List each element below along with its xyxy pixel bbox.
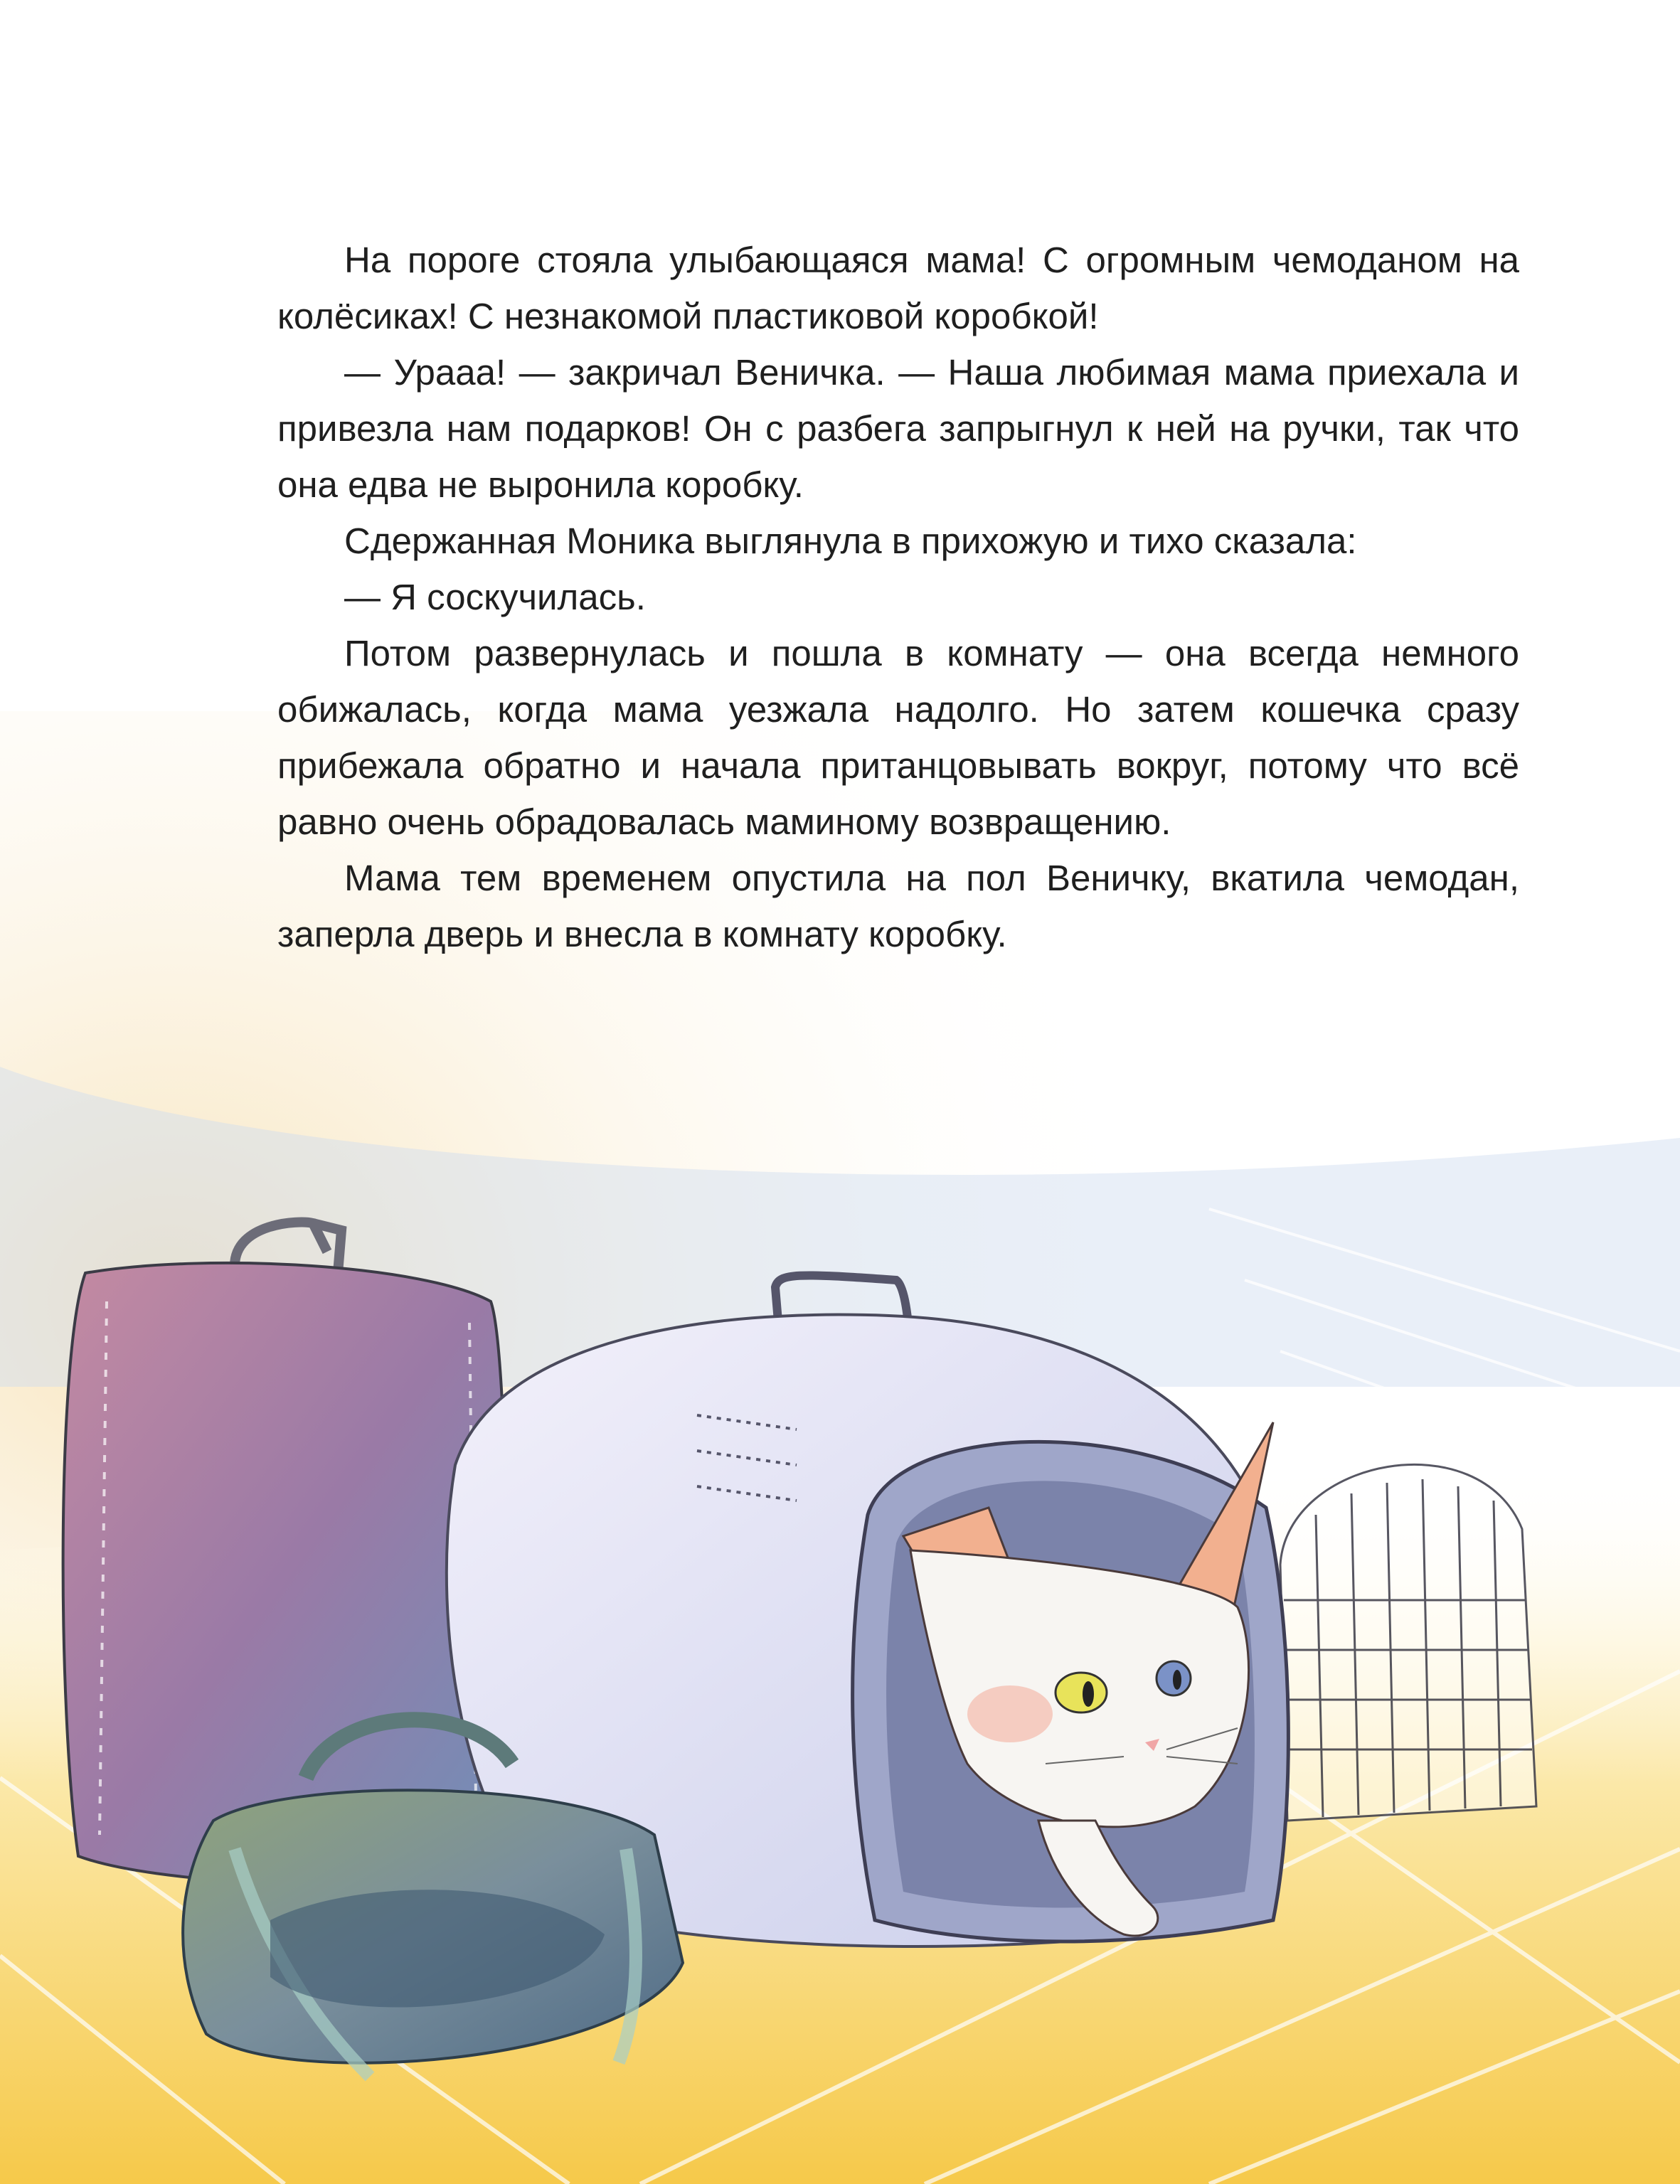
paragraph: Мама тем временем опустила на пол Веничку, вкатила чемодан, заперла дверь и внесла в комнату коробку. — [277, 858, 1519, 954]
cat-cheek — [967, 1685, 1053, 1742]
paragraph: Потом развернулась и пошла в комнату — она всегда немного обижалась, когда мама уезжала надолго. Но затем кошечка сразу прибежала обратно и начала пританцовывать вокруг, потому что всё равно очень обрадовалась маминому возвращению. — [277, 633, 1519, 842]
paragraph: — Урааа! — закричал Веничка. — Наша любимая мама приехала и привезла нам подарков! Он с разбега запрыгнул к ней на ручки, так что она едва не выронила коробку. — [277, 352, 1519, 505]
carrier-door-grid — [1280, 1464, 1536, 1821]
paragraph: — Я соскучилась. — [344, 577, 646, 617]
story-text — [277, 232, 1519, 962]
cat-eye-left — [1056, 1673, 1107, 1712]
paragraph: На пороге стояла улыбающаяся мама! С огромным чемоданом на колёсиках! С незнакомой пластиковой коробкой! — [277, 240, 1519, 336]
paragraph: Сдержанная Моника выглянула в прихожую и тихо сказала: — [344, 521, 1357, 561]
suitcase — [63, 1222, 507, 1885]
